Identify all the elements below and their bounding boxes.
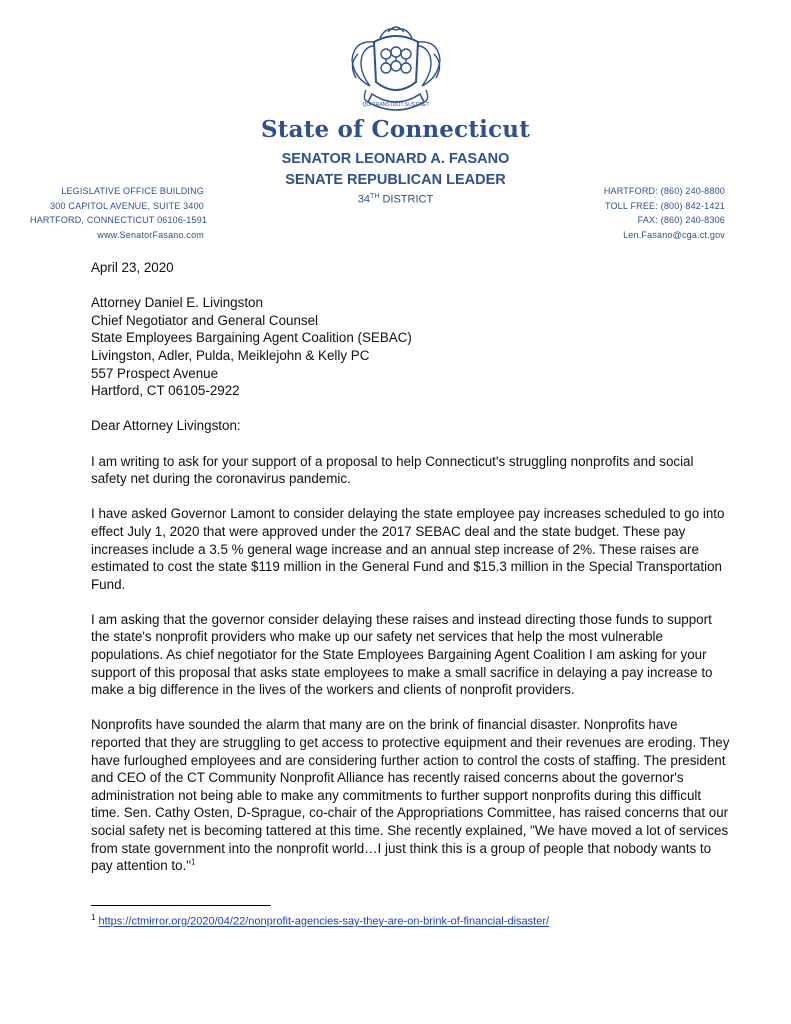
footnote (91, 913, 549, 928)
fax-number: FAX: (860) 240-8306 (637, 215, 725, 225)
recipient-line: Chief Negotiator and General Counsel (91, 312, 319, 328)
address-line: HARTFORD, CONNECTICUT 06106-1591 (30, 215, 208, 225)
paragraph (91, 716, 731, 874)
paragraph: I am asking that the governor consider delaying these raises and instead directing those funds to support the state's nonprofit providers who make up our safety net services that help the most vulnerable populations. As chief negotiator for the State Employees Bargaining Agent Coalition I am asking for your support of this proposal that asks state employees to make a small sacrifice in delaying a pay increase to make a big difference in the lives of the workers and clients of nonprofit providers. (91, 611, 713, 698)
state-title: State of Connecticut (260, 116, 531, 143)
office-address (30, 184, 208, 242)
contact-info (545, 184, 725, 242)
seal-banner: QUI TRANSTULIT SUSTINET (362, 102, 430, 108)
salutation: Dear Attorney Livingston: (91, 418, 241, 434)
recipient-line: Hartford, CT 06105-2922 (91, 383, 240, 399)
district-word: DISTRICT (382, 193, 434, 206)
phone-toll-free: TOLL FREE: (800) 842-1421 (604, 200, 725, 211)
senator-name: SENATOR LEONARD A. FASANO (281, 151, 510, 167)
recipient-line: 557 Prospect Avenue (91, 365, 219, 381)
address-line: 300 CAPITOL AVENUE, SUITE 3400 (50, 200, 204, 211)
letter-body (91, 259, 731, 892)
footnote-link[interactable]: https://ctmirror.org/2020/04/22/nonprofit-agencies-say-they-are-on-brink-of-financial-disaster/ (98, 915, 550, 928)
senator-title: SENATE REPUBLICAN LEADER (285, 172, 506, 188)
district-number: 34 (357, 193, 371, 206)
website-link[interactable]: www.SenatorFasano.com (97, 229, 204, 240)
footnote-divider (91, 905, 271, 906)
recipient-line: Livingston, Adler, Pulda, Meiklejohn & Kelly PC (91, 347, 370, 363)
address-line: LEGISLATIVE OFFICE BUILDING (61, 186, 204, 196)
connecticut-state-seal-icon (344, 20, 448, 122)
letter-date: April 23, 2020 (91, 260, 174, 275)
recipient-block (91, 294, 731, 400)
recipient-line: State Employees Bargaining Agent Coalition (SEBAC) (91, 330, 412, 346)
district-suffix: TH (370, 193, 380, 200)
footnote-number: 1 (91, 913, 96, 922)
email-link[interactable]: Len.Fasano@cga.ct.gov (623, 229, 725, 240)
footnote-reference[interactable]: 1 (191, 857, 196, 867)
phone-hartford: HARTFORD: (860) 240-8800 (603, 186, 725, 196)
recipient-line: Attorney Daniel E. Livingston (91, 295, 263, 311)
paragraph: I am writing to ask for your support of a proposal to help Connecticut's struggling nonprofits and social safety net during the coronavirus pandemic. (91, 453, 694, 487)
paragraph-text: Nonprofits have sounded the alarm that many are on the brink of financial disaster. Nonprofits have reported that they are struggling to get access to protective equipment and their revenues are eroding. They have furloughed employees and are considering further action to control the costs of staffing. The president and CEO of the CT Community Nonprofit Alliance has recently raised concerns about the governor's administration not being able to make any commitments to further support nonprofits during this difficult time. Sen. Cathy Osten, D-Sprague, co-chair of the Appropriations Committee, has raised concerns that our social safety net is becoming tattered at this time. She recently explained, "We have moved a lot of services from state government into the nonprofit world…I just think this is a group of people that nobody wants to pay attention to." (91, 717, 730, 874)
paragraph: I have asked Governor Lamont to consider delaying the state employee pay increases scheduled to go into effect July 1, 2020 that were approved under the 2017 SEBAC deal and the state budget. These pay increases include a 3.5 % general wage increase and an annual step increase of 2%. These raises are estimated to cost the state $119 million in the General Fund and $15.3 million in the Special Transportation Fund. (91, 506, 725, 592)
